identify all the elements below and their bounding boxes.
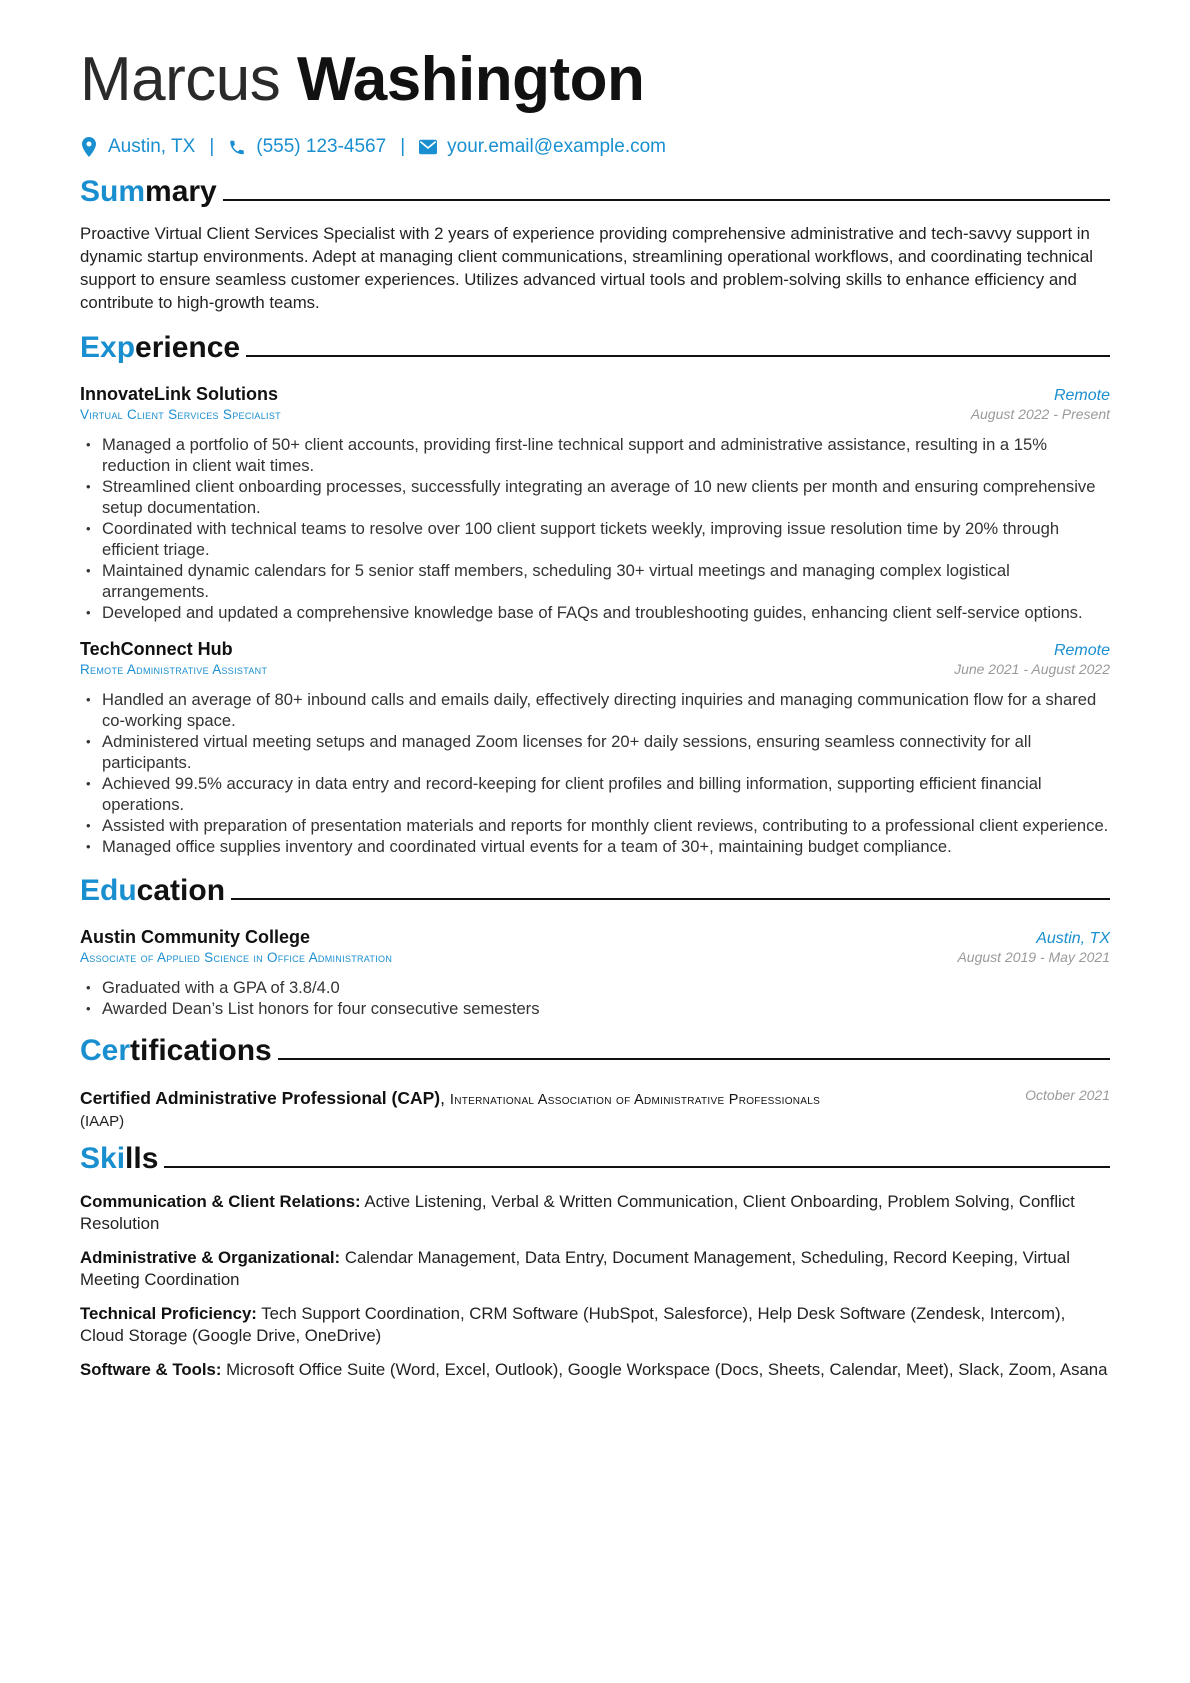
skill-group [80, 1359, 1110, 1381]
skill-items: Calendar Management, Data Entry, Document Management, Scheduling, Record Keeping, Virtual Meeting Coordination [80, 1248, 1070, 1289]
list-item: • Assisted with preparation of presentation materials and reports for monthly client reviews, contributing to a professional client experience. [102, 815, 1110, 836]
list-item: • Developed and updated a comprehensive knowledge base of FAQs and troubleshooting guides, enhancing client self-service options. [102, 602, 1110, 623]
location-text: Austin, TX [108, 136, 196, 157]
section-rule [246, 355, 1110, 357]
candidate-name [80, 0, 1110, 120]
envelope-icon [419, 137, 437, 157]
skill-group [80, 1303, 1110, 1347]
summary-text: Proactive Virtual Client Services Specialist with 2 years of experience providing comprehensive administrative and tech-savvy support in dynamic startup environments. Adept at managing client communications, streamlining operational workflows, and coordinating technical support to ensure seamless customer experiences. Utilizes advanced virtual tools and problem-solving skills to enhance efficiency and contribute to high-growth teams. [80, 224, 1094, 312]
section-title: Skills [80, 1142, 159, 1175]
map-pin-icon [80, 137, 98, 157]
section-rule [223, 199, 1110, 201]
phone-icon [228, 137, 246, 157]
section-title: Summary [80, 175, 217, 208]
skill-items: Tech Support Coordination, CRM Software (HubSpot, Salesforce), Help Desk Software (Zendesk, Intercom), Cloud Storage (Google Drive, OneDrive) [80, 1304, 1066, 1345]
certification-date: October 2021 [1025, 1087, 1110, 1103]
education-list [80, 977, 1110, 1019]
skill-category: Software & Tools: [80, 1360, 222, 1379]
job-location: Remote [1053, 387, 1110, 404]
certifications-heading [80, 1031, 1110, 1069]
experience-entry [80, 639, 1110, 857]
skill-category: Communication & Client Relations: [80, 1192, 361, 1211]
list-item: • Administered virtual meeting setups and managed Zoom licenses for 20+ daily sessions, ensuring seamless connectivity for all participants. [102, 731, 1110, 773]
section-rule [278, 1058, 1110, 1060]
section-title: Certifications [80, 1034, 272, 1067]
certification-entry: Certified Administrative Professional (CAP), International Association of Administrative Professionals (IAAP) October 2021 [80, 1087, 1110, 1133]
job-dates: June 2021 - August 2022 [954, 661, 1110, 677]
section-title: Education [80, 874, 226, 907]
list-item: • Managed a portfolio of 50+ client accounts, providing first-line technical support and administrative assistance, resulting in a 15% reduction in client wait times. [102, 434, 1110, 476]
experience-entry [80, 384, 1110, 623]
education-heading [80, 871, 1110, 909]
job-location: Remote [1053, 642, 1110, 659]
certification-org: International Association of Administrative Professionals [449, 1092, 821, 1108]
experience-heading [80, 328, 1110, 366]
job-dates: August 2022 - Present [970, 406, 1110, 422]
education-entry [80, 927, 1110, 1019]
skill-group [80, 1247, 1110, 1291]
education-dates: August 2019 - May 2021 [957, 949, 1110, 965]
email-link[interactable]: your.email@example.com [447, 136, 666, 157]
achievement-list [80, 689, 1110, 857]
certification-abbr: (IAAP) [80, 1113, 125, 1130]
summary-heading [80, 172, 1110, 210]
skills-heading [80, 1139, 1110, 1177]
skill-group [80, 1191, 1110, 1235]
section-rule [231, 898, 1110, 900]
list-item: • Graduated with a GPA of 3.8/4.0 [102, 977, 1110, 998]
school-location: Austin, TX [1036, 930, 1110, 947]
first-name: Marcus [80, 45, 281, 114]
contact-separator: | [400, 136, 406, 157]
last-name: Washington [297, 45, 645, 114]
achievement-list [80, 434, 1110, 623]
section-rule [164, 1166, 1110, 1168]
company-name: InnovateLink Solutions [80, 384, 279, 404]
list-item: • Managed office supplies inventory and coordinated virtual events for a team of 30+, maintaining budget compliance. [102, 836, 1110, 857]
skill-items: Active Listening, Verbal & Written Communication, Client Onboarding, Problem Solving, Conflict Resolution [80, 1192, 1075, 1233]
certification-name: Certified Administrative Professional (CAP) [80, 1088, 441, 1108]
job-title: Virtual Client Services Specialist [80, 407, 281, 422]
skill-category: Administrative & Organizational: [80, 1248, 341, 1267]
contact-line [80, 134, 1110, 160]
skill-items: Microsoft Office Suite (Word, Excel, Outlook), Google Workspace (Docs, Sheets, Calendar, Meet), Slack, Zoom, Asana [226, 1360, 1108, 1379]
school-name: Austin Community College [80, 927, 311, 947]
degree-title: Associate of Applied Science in Office Administration [80, 950, 393, 965]
section-title: Experience [80, 331, 241, 364]
list-item: • Coordinated with technical teams to resolve over 100 client support tickets weekly, improving issue resolution time by 20% through efficient triage. [102, 518, 1110, 560]
job-title: Remote Administrative Assistant [80, 662, 268, 677]
phone-text: (555) 123-4567 [256, 136, 387, 157]
list-item: • Handled an average of 80+ inbound calls and emails daily, effectively directing inquiries and managing communication flow for a shared co-working space. [102, 689, 1110, 731]
list-item: • Maintained dynamic calendars for 5 senior staff members, scheduling 30+ virtual meetings and managing complex logistical arrangements. [102, 560, 1110, 602]
skill-category: Technical Proficiency: [80, 1304, 257, 1323]
list-item: • Streamlined client onboarding processes, successfully integrating an average of 10 new clients per month and ensuring comprehensive setup documentation. [102, 476, 1110, 518]
list-item: • Awarded Dean’s List honors for four consecutive semesters [102, 998, 1110, 1019]
company-name: TechConnect Hub [80, 639, 233, 659]
contact-separator: | [209, 136, 215, 157]
list-item: • Achieved 99.5% accuracy in data entry and record-keeping for client profiles and billing information, supporting efficient financial operations. [102, 773, 1110, 815]
